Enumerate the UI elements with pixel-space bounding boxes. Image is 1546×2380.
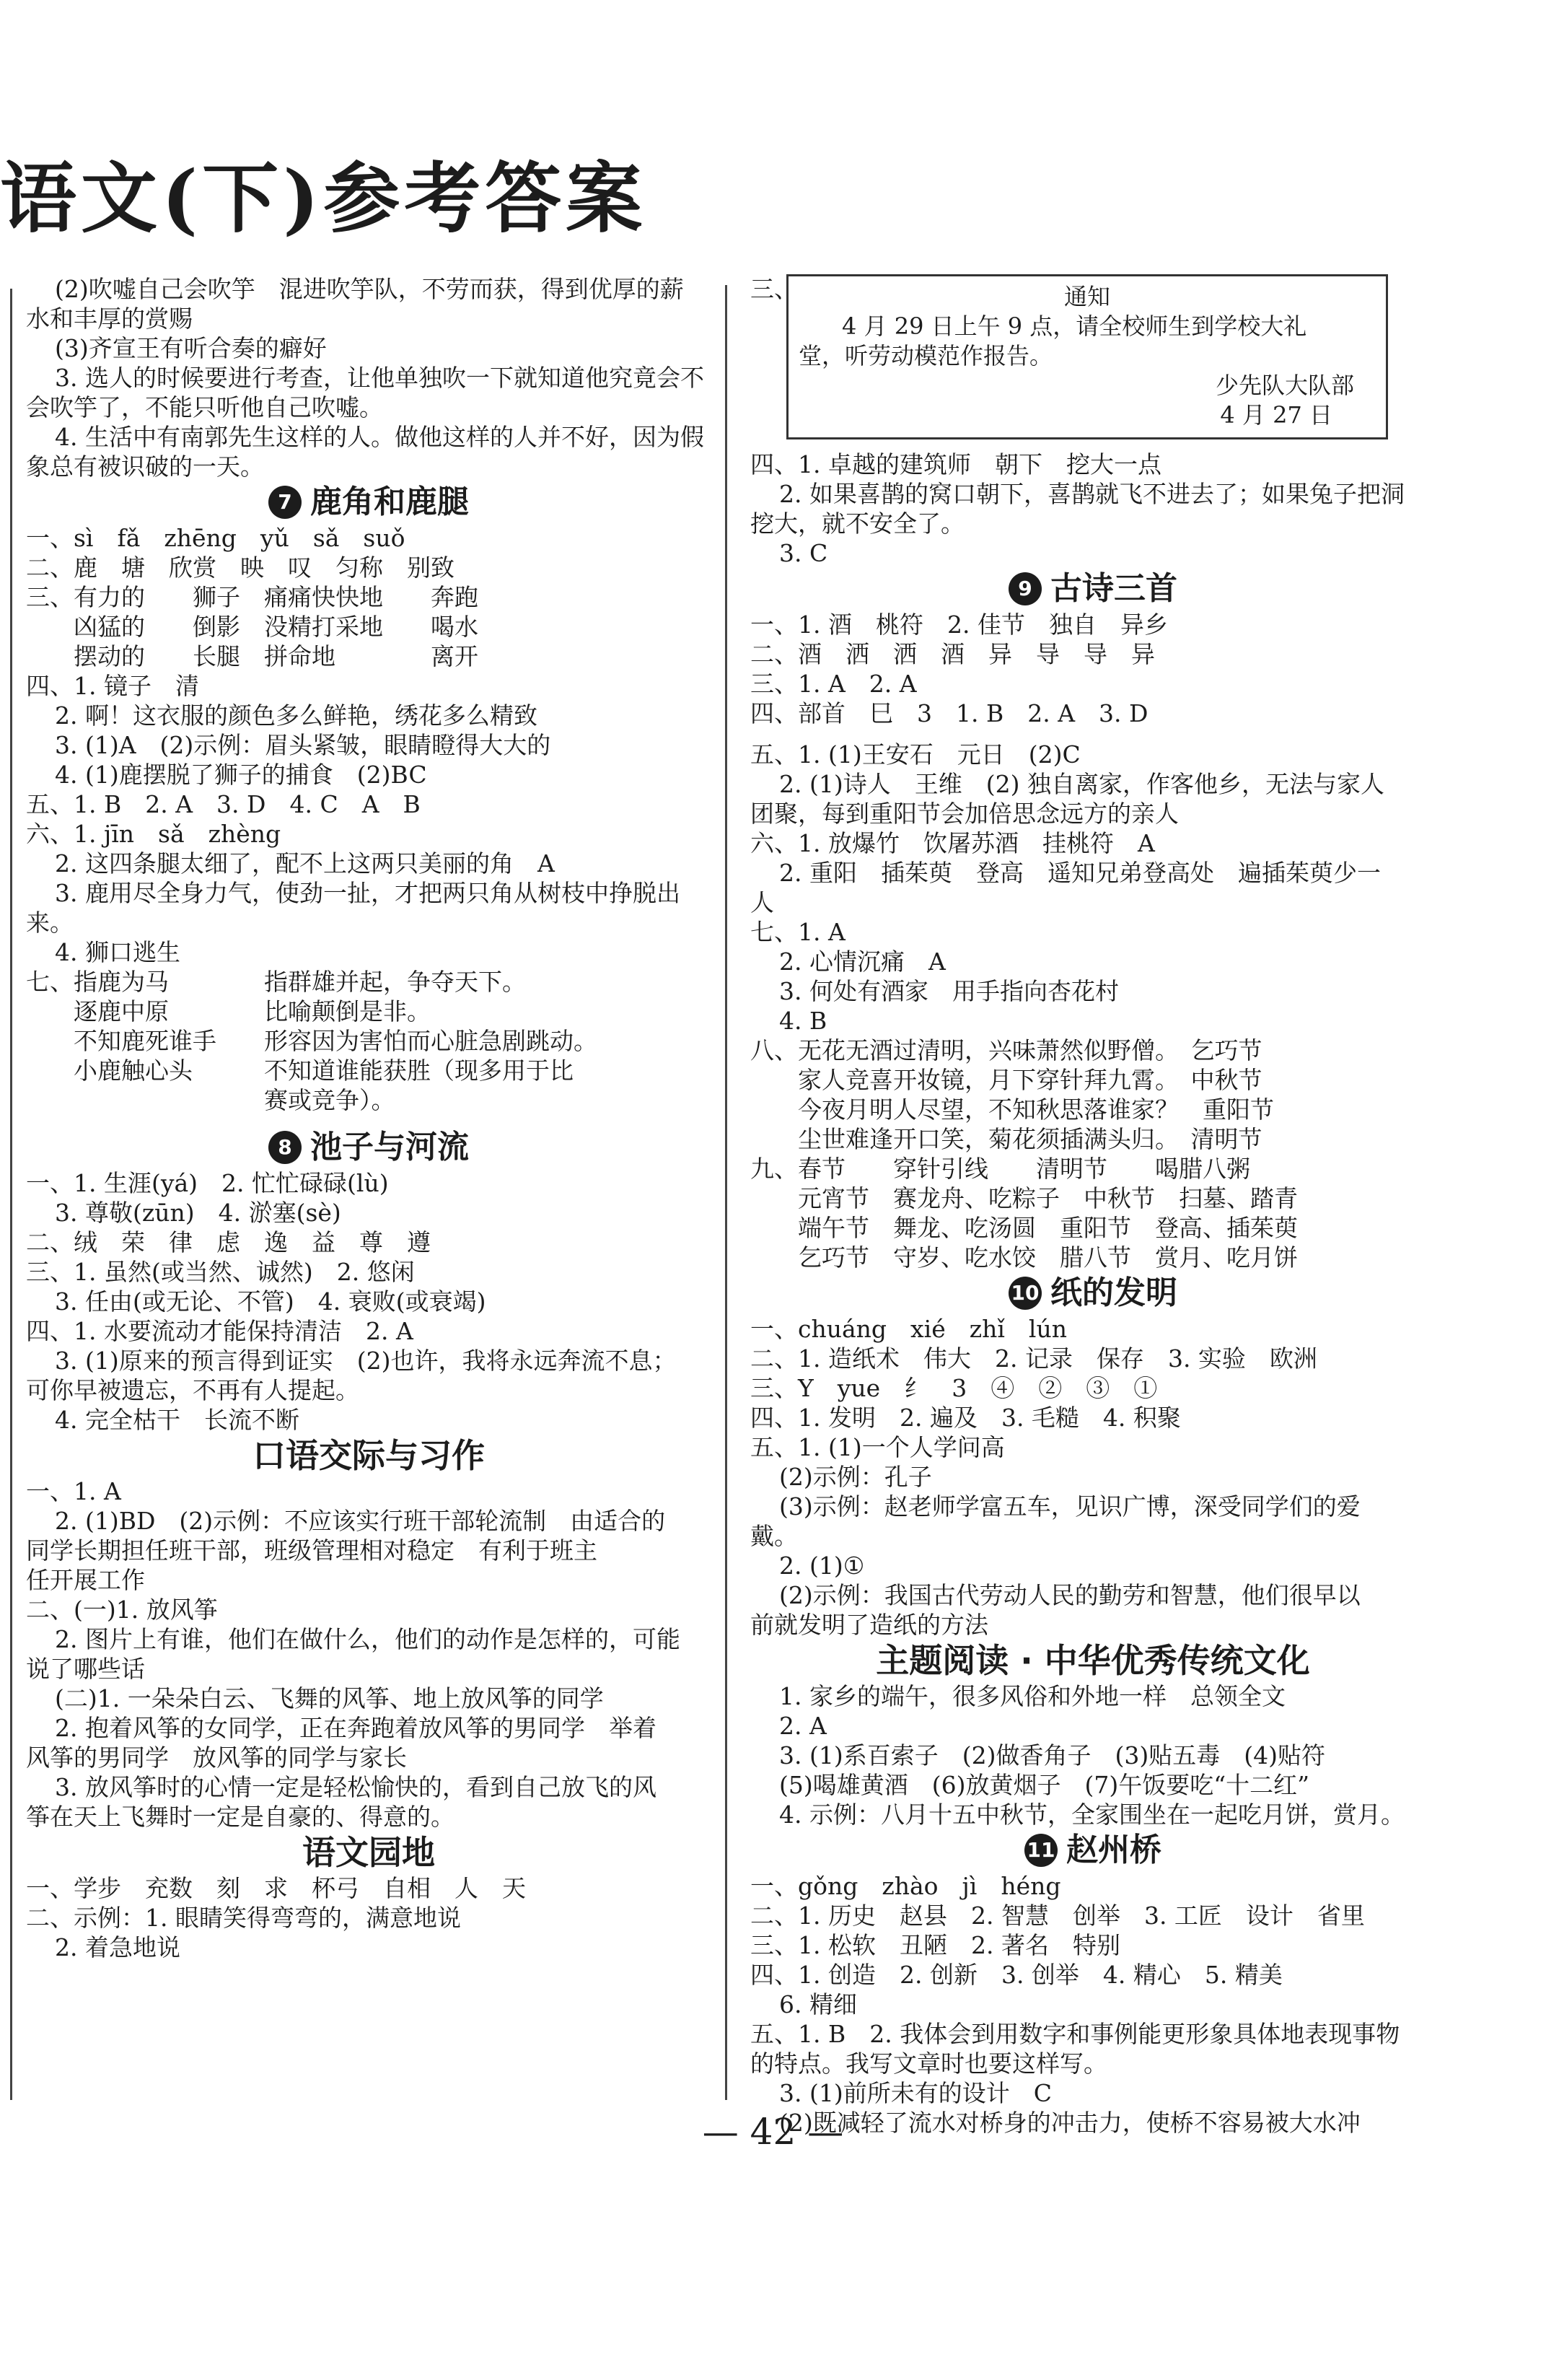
answer-line: 的特点。我写文章时也要这样写。 xyxy=(750,2049,1107,2078)
answer-line: 八、无花无酒过清明，兴味萧然似野僧。 乞巧节 xyxy=(750,1036,1262,1064)
answer-line: 二、1. 历史 赵县 2. 智慧 创举 3. 工匠 设计 省里 xyxy=(750,1902,1365,1930)
answer-line: 4. 狮口逃生 xyxy=(55,938,180,966)
answer-line: 团聚，每到重阳节会加倍思念远方的亲人 xyxy=(750,800,1179,828)
answer-line: 一、1. A xyxy=(26,1477,121,1505)
answer-line: 小鹿触心头 不知道谁能获胜（现多用于比 xyxy=(26,1056,574,1085)
answer-line: (2)吹嘘自己会吹竽 混进吹竽队，不劳而获，得到优厚的薪 xyxy=(55,275,684,303)
answer-line: 乞巧节 守岁、吃水饺 腊八节 赏月、吃月饼 xyxy=(750,1243,1298,1272)
answer-line: 任开展工作 xyxy=(26,1566,145,1594)
answer-line: 三、Y yue 纟 3 ④ ② ③ ① xyxy=(750,1374,1158,1402)
lesson-number-badge: 9 xyxy=(1009,572,1042,605)
section-heading xyxy=(750,1640,1436,1681)
answer-line: 3. C xyxy=(779,539,828,567)
answer-line: 可你早被遗忘，不再有人提起。 xyxy=(26,1376,359,1404)
answer-line: (2)示例：我国古代劳动人民的勤劳和智慧，他们很早以 xyxy=(779,1581,1361,1609)
answer-line: 四、1. 水要流动才能保持清洁 2. A xyxy=(26,1317,413,1345)
answer-line: 2. 啊！这衣服的颜色多么鲜艳，绣花多么精致 xyxy=(55,701,537,730)
page-number: — 42 — xyxy=(702,2111,844,2153)
answer-line: 2. (1)BD (2)示例：不应该实行班干部轮流制 由适合的 xyxy=(55,1507,666,1535)
answer-line: 4. 完全枯干 长流不断 xyxy=(55,1406,299,1434)
answer-line: 象总有被识破的一天。 xyxy=(26,452,264,481)
notice-box xyxy=(786,274,1388,439)
section-heading-text: 池子与河流 xyxy=(310,1129,469,1165)
answer-line: (3)齐宣王有听合奏的癖好 xyxy=(55,334,327,362)
section-heading xyxy=(750,568,1436,610)
answer-line: 二、示例：1. 眼睛笑得弯弯的，满意地说 xyxy=(26,1904,461,1932)
section-heading-text: 赵州桥 xyxy=(1066,1832,1161,1868)
answer-line: 三、1. 虽然(或当然、诚然) 2. 悠闲 xyxy=(26,1258,415,1286)
answer-line: 来。 xyxy=(26,909,74,937)
notice-date: 4 月 27 日 xyxy=(1220,401,1332,429)
lesson-number-badge: 7 xyxy=(268,486,302,519)
answer-line: 3. 鹿用尽全身力气，使劲一扯，才把两只角从树枝中挣脱出 xyxy=(55,879,680,907)
answer-line: 3. 放风筝时的心情一定是轻松愉快的，看到自己放飞的风 xyxy=(55,1773,656,1801)
answer-line: 戴。 xyxy=(750,1522,798,1550)
answer-line: (二)1. 一朵朵白云、飞舞的风筝、地上放风筝的同学 xyxy=(55,1684,604,1712)
section-heading xyxy=(26,1126,711,1168)
answer-line: 人 xyxy=(750,888,774,916)
answer-line: 六、1. 放爆竹 饮屠苏酒 挂桃符 A xyxy=(750,829,1155,857)
answer-line: 4. 生活中有南郭先生这样的人。做他这样的人并不好，因为假 xyxy=(55,423,704,451)
section-heading xyxy=(26,1435,711,1476)
answer-line: 4. (1)鹿摆脱了狮子的捕食 (2)BC xyxy=(55,761,427,789)
left-margin-rule xyxy=(10,289,12,2100)
answer-line: 四、1. 发明 2. 遍及 3. 毛糙 4. 积聚 xyxy=(750,1404,1181,1432)
answer-line: 6. 精细 xyxy=(779,1990,857,2018)
answer-line: 3. 尊敬(zūn) 4. 淤塞(sè) xyxy=(55,1199,341,1227)
answer-line: 说了哪些话 xyxy=(26,1655,145,1683)
answer-line: 不知鹿死谁手 形容因为害怕而心脏急剧跳动。 xyxy=(26,1027,597,1055)
answer-line: 2. (1)① xyxy=(779,1552,865,1580)
answer-line: 同学长期担任班干部，班级管理相对稳定 有利于班主 xyxy=(26,1536,597,1565)
answer-line: 2. 如果喜鹊的窝口朝下，喜鹊就飞不进去了；如果兔子把洞 xyxy=(779,480,1405,508)
answer-line: 四、1. 卓越的建筑师 朝下 挖大一点 xyxy=(750,450,1161,478)
answer-line: 二、(一)1. 放风筝 xyxy=(26,1596,218,1624)
answer-line: 四、部首 巳 3 1. B 2. A 3. D xyxy=(750,699,1148,727)
section-heading-text: 主题阅读 · 中华优秀传统文化 xyxy=(876,1641,1310,1680)
answer-line: 3. (1)系百索子 (2)做香角子 (3)贴五毒 (4)贴符 xyxy=(779,1741,1325,1769)
answer-line: 2. (1)诗人 王维 (2) 独自离家，作客他乡，无法与家人 xyxy=(779,770,1384,798)
answer-line: 3. (1)A (2)示例：眉头紧皱，眼睛瞪得大大的 xyxy=(55,731,551,759)
section-heading-text: 古诗三首 xyxy=(1050,570,1177,607)
answer-line: 3. 选人的时候要进行考查，让他单独吹一下就知道他究竟会不 xyxy=(55,364,704,392)
lesson-number-badge: 11 xyxy=(1024,1834,1058,1867)
answer-line: 筝在天上飞舞时一定是自豪的、得意的。 xyxy=(26,1803,454,1831)
spacer xyxy=(750,728,1436,740)
answer-line: 端午节 舞龙、吃汤圆 重阳节 登高、插茱萸 xyxy=(750,1214,1298,1242)
section-heading xyxy=(26,481,711,523)
answer-line: 二、绒 荣 律 虑 逸 益 尊 遵 xyxy=(26,1228,431,1256)
answer-line: 四、1. 镜子 清 xyxy=(26,672,199,700)
answer-line: 2. A xyxy=(779,1712,827,1740)
notice-title: 通知 xyxy=(1063,283,1110,310)
right-answer-lines xyxy=(750,450,1436,2138)
column-divider xyxy=(725,285,727,2100)
answer-line: 一、chuáng xié zhǐ lún xyxy=(750,1315,1067,1343)
notice-body-line: 4 月 29 日上午 9 点，请全校师生到学校大礼 xyxy=(842,312,1307,340)
answer-line: 4. 示例：八月十五中秋节，全家围坐在一起吃月饼，赏月。 xyxy=(779,1801,1405,1829)
answer-line: 尘世难逢开口笑，菊花须插满头归。 清明节 xyxy=(750,1125,1262,1153)
answer-line: 水和丰厚的赏赐 xyxy=(26,305,193,333)
lesson-number-badge: 8 xyxy=(268,1131,302,1164)
answer-line: 一、sì fǎ zhēng yǔ sǎ suǒ xyxy=(26,524,405,552)
answer-line: (3)示例：赵老师学富五车，见识广博，深受同学们的爱 xyxy=(779,1492,1361,1521)
answer-line: 家人竞喜开妆镜，月下穿针拜九霄。 中秋节 xyxy=(750,1066,1262,1094)
answer-line: 四、1. 创造 2. 创新 3. 创举 4. 精心 5. 精美 xyxy=(750,1961,1283,1989)
answer-line: 4. B xyxy=(779,1007,827,1035)
section-heading-text: 语文园地 xyxy=(302,1833,435,1872)
answer-line: 五、1. (1)王安石 元日 (2)C xyxy=(750,740,1081,769)
answer-line: 2. 抱着风筝的女同学，正在奔跑着放风筝的男同学 举着 xyxy=(55,1714,656,1742)
answer-line: 七、1. A xyxy=(750,918,846,946)
answer-line: 赛或竞争）。 xyxy=(26,1086,395,1114)
answer-line: 会吹竽了，不能只听他自己吹嘘。 xyxy=(26,393,383,421)
page-title: 语文(下)参考答案 xyxy=(0,153,647,243)
answer-line: 一、gǒng zhào jì héng xyxy=(750,1872,1061,1900)
right-answer-column xyxy=(750,274,1436,2138)
answer-line: 五、1. B 2. A 3. D 4. C A B xyxy=(26,790,421,818)
answer-line: 3. 何处有酒家 用手指向杏花村 xyxy=(779,977,1119,1005)
answer-line: 今夜月明人尽望，不知秋思落谁家？ 重阳节 xyxy=(750,1095,1274,1124)
answer-line: 一、1. 生涯(yá) 2. 忙忙碌碌(lù) xyxy=(26,1169,389,1197)
answer-line: 三、1. 松软 丑陋 2. 著名 特别 xyxy=(750,1931,1120,1959)
section-heading-text: 口语交际与习作 xyxy=(252,1436,485,1475)
answer-line: 三、有力的 狮子 痛痛快快地 奔跑 xyxy=(26,583,478,611)
notice-sender: 少先队大队部 xyxy=(1215,372,1354,399)
section-heading xyxy=(26,1832,711,1873)
left-answer-column xyxy=(26,274,711,1962)
answer-line: 风筝的男同学 放风筝的同学与家长 xyxy=(26,1744,407,1772)
answer-line: 一、1. 酒 桃符 2. 佳节 独自 异乡 xyxy=(750,611,1168,639)
answer-line: 摆动的 长腿 拼命地 离开 xyxy=(26,642,478,670)
answer-line: 七、指鹿为马 指群雄并起，争夺天下。 xyxy=(26,968,526,996)
answer-line: 一、学步 充数 刻 求 杯弓 自相 人 天 xyxy=(26,1874,526,1902)
answer-line: 2. 着急地说 xyxy=(55,1933,180,1961)
answer-line: 五、1. (1)一个人学问高 xyxy=(750,1433,1005,1461)
answer-line: 2. 这四条腿太细了，配不上这两只美丽的角 A xyxy=(55,849,555,878)
answer-line: 2. 心情沉痛 A xyxy=(779,948,946,976)
section-heading xyxy=(750,1272,1436,1314)
notice-label: 三、 xyxy=(750,275,798,303)
answer-line: 3. (1)原来的预言得到证实 (2)也许，我将永远奔流不息； xyxy=(55,1347,677,1375)
section-heading-text: 鹿角和鹿腿 xyxy=(310,484,469,520)
answer-line: (2)示例：孔子 xyxy=(779,1463,932,1491)
answer-line: 元宵节 赛龙舟、吃粽子 中秋节 扫墓、踏青 xyxy=(750,1184,1298,1212)
answer-line: 前就发明了造纸的方法 xyxy=(750,1611,988,1639)
lesson-number-badge: 10 xyxy=(1009,1277,1042,1310)
answer-line: 3. (1)前所未有的设计 C xyxy=(779,2079,1052,2107)
answer-line: 2. 重阳 插茱萸 登高 遥知兄弟登高处 遍插茱萸少一 xyxy=(779,859,1381,887)
answer-line: (5)喝雄黄酒 (6)放黄烟子 (7)午饭要吃“十二红” xyxy=(779,1771,1309,1799)
notice-body-line: 堂，听劳动模范作报告。 xyxy=(799,342,1053,369)
answer-line: 1. 家乡的端午，很多风俗和外地一样 总领全文 xyxy=(779,1682,1286,1710)
notice-block xyxy=(750,274,1436,439)
answer-line: 3. 任由(或无论、不管) 4. 衰败(或衰竭) xyxy=(55,1287,486,1316)
spacer xyxy=(26,1115,711,1126)
answer-line: 二、鹿 塘 欣赏 映 叹 匀称 别致 xyxy=(26,554,454,582)
answer-line: 二、1. 造纸术 伟大 2. 记录 保存 3. 实验 欧洲 xyxy=(750,1344,1317,1373)
answer-line: 五、1. B 2. 我体会到用数字和事例能更形象具体地表现事物 xyxy=(750,2020,1400,2048)
answer-line: 逐鹿中原 比喻颠倒是非。 xyxy=(26,997,431,1025)
section-heading xyxy=(750,1829,1436,1871)
answer-line: 二、酒 洒 洒 酒 异 导 导 异 xyxy=(750,640,1155,668)
answer-line: 挖大，就不安全了。 xyxy=(750,509,965,538)
answer-line: 九、春节 穿针引线 清明节 喝腊八粥 xyxy=(750,1155,1250,1183)
answer-line: 六、1. jīn sǎ zhèng xyxy=(26,820,281,848)
answer-line: 2. 图片上有谁，他们在做什么，他们的动作是怎样的，可能 xyxy=(55,1625,680,1653)
section-heading-text: 纸的发明 xyxy=(1050,1274,1177,1311)
answer-line: (2)既减轻了流水对桥身的冲击力，使桥不容易被大水冲 xyxy=(779,2109,1361,2137)
answer-line: 凶猛的 倒影 没精打采地 喝水 xyxy=(26,613,478,641)
answer-line: 三、1. A 2. A xyxy=(750,670,917,698)
